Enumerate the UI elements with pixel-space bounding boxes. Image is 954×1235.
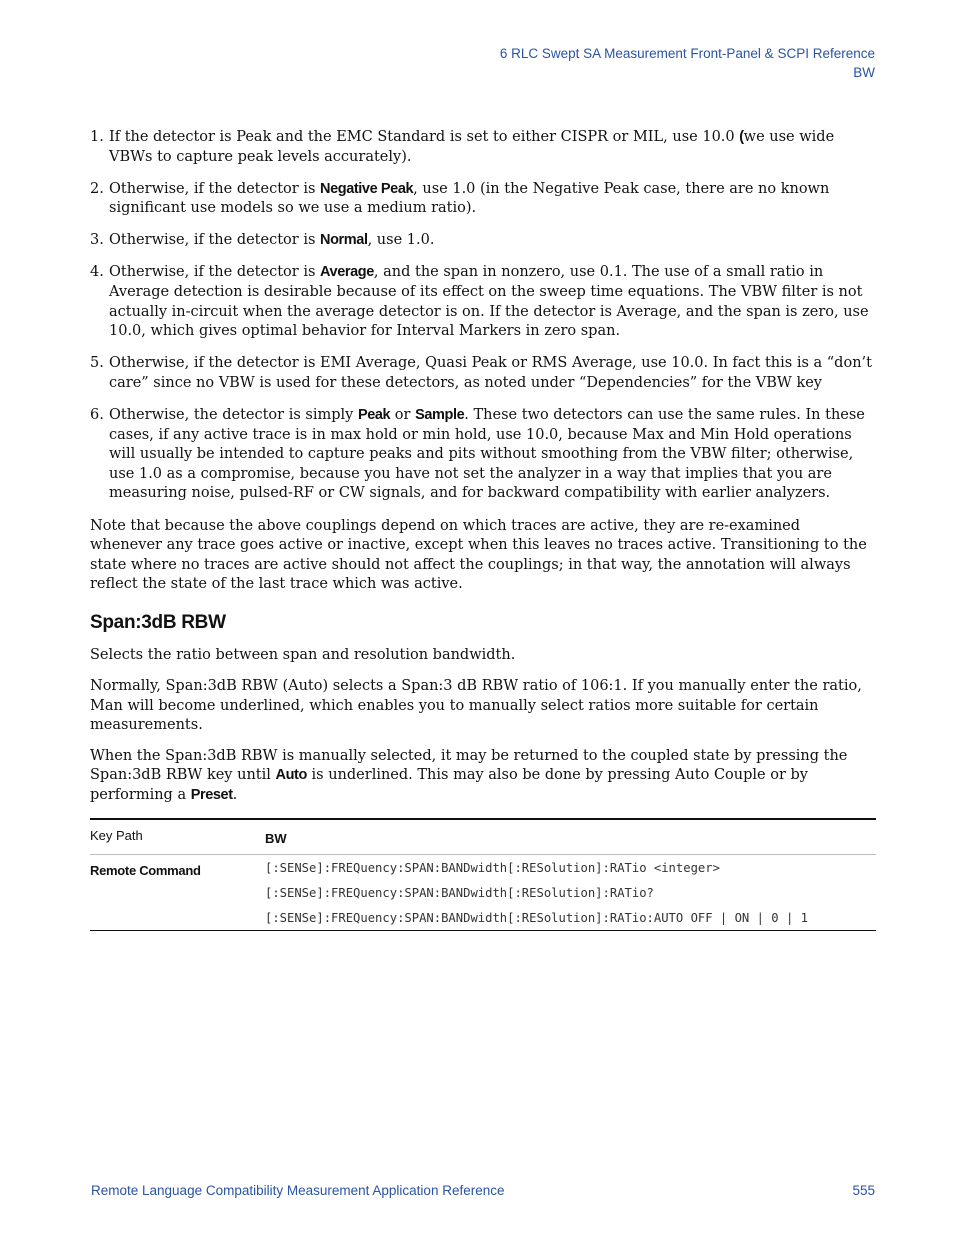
list-item-number: 2.	[90, 180, 104, 197]
key-table	[90, 818, 876, 932]
auto-ratio-paragraph: Normally, Span:3dB RBW (Auto) selects a Span:3 dB RBW ratio of 106:1. If you manually enter the ratio, Man will become underlined, which enables you to manually select ratios more suitable for certain measurements.	[90, 678, 862, 734]
scpi-command-set: [:SENSe]:FREQuency:SPAN:BANDwidth[:RESolution]:RATio <integer>	[265, 861, 720, 876]
text-run: Otherwise, if the detector is EMI Average, Quasi Peak or RMS Average, use 10.0. In fact this is a “don’t care” since no VBW is used for these detectors, as noted under “Dependencies” for the VBW key	[109, 355, 872, 391]
coupling-text-e: .	[232, 787, 238, 804]
coupling-text-c: is underlined. This may also be done by pressing Auto Couple or by performing a	[90, 767, 808, 804]
text-run: or	[390, 407, 416, 424]
bold-term: Normal	[320, 232, 368, 249]
auto-keyword: Auto	[275, 767, 307, 784]
list-item-text	[109, 181, 829, 217]
bold-term: Peak	[357, 407, 391, 424]
list-item-text	[109, 355, 872, 391]
key-path-value: BW	[265, 830, 287, 846]
page-header	[500, 44, 875, 82]
list-item	[90, 406, 876, 504]
page-content	[90, 128, 876, 931]
text-run: Otherwise, if the detector is	[109, 232, 321, 249]
page-footer	[91, 1183, 875, 1198]
bold-term: Negative Peak	[320, 180, 414, 197]
list-item-text	[109, 407, 865, 501]
key-path-label: Key Path	[90, 819, 265, 855]
remote-command-row	[90, 855, 876, 931]
text-run: Otherwise, the detector is simply	[109, 407, 358, 424]
list-item-text	[109, 129, 834, 165]
list-item	[90, 128, 876, 167]
scpi-command-auto: [:SENSe]:FREQuency:SPAN:BANDwidth[:RESolution]:RATio:AUTO OFF | ON | 0 | 1	[265, 911, 808, 926]
footer-doc-title: Remote Language Compatibility Measurement Application Reference	[91, 1183, 505, 1198]
bold-term: (	[739, 129, 744, 145]
text-run: . These two detectors can use the same rules. In these cases, if any active trace is in max hold or min hold, use 10.0, because Max and Min Hold operations will usually be intended to capture peaks and pits without smoothing from the VBW filter; otherwise, use 1.0 as a compromise, because you have not set the analyzer in a way that implies that you are measuring noise, pulsed-RF or CW signals, and for backward compatibility with earlier analyzers.	[109, 407, 865, 502]
bold-term: Sample	[415, 407, 465, 424]
list-item-number: 5.	[90, 355, 104, 372]
bold-term: Average	[320, 264, 374, 281]
text-run: If the detector is Peak and the EMC Standard is set to either CISPR or MIL, use 10.0	[109, 129, 740, 145]
text-run: we use wide VBWs to capture peak levels accurately).	[109, 129, 835, 165]
page-number: 555	[852, 1183, 875, 1198]
key-path-cell	[265, 819, 876, 855]
text-run: Otherwise, if the detector is	[109, 264, 321, 281]
coupling-text-a: When the Span:3dB RBW is manually selected, it may be returned to the coupled state by pressing the Span:3dB RBW key until	[90, 747, 848, 784]
text-run: , use 1.0.	[367, 232, 435, 249]
scpi-command-query: [:SENSe]:FREQuency:SPAN:BANDwidth[:RESolution]:RATio?	[265, 886, 654, 901]
remote-command-cell	[265, 855, 876, 931]
text-run: Otherwise, if the detector is	[109, 180, 321, 197]
header-section: BW	[853, 65, 875, 80]
list-item-number: 3.	[90, 232, 104, 249]
header-chapter: 6 RLC Swept SA Measurement Front-Panel & SCPI Reference	[499, 46, 875, 61]
coupling-paragraph	[90, 747, 876, 806]
list-item-number: 6.	[90, 407, 104, 424]
text-run: , use 1.0 (in the Negative Peak case, there are no known significant use models so we use a medium ratio).	[109, 180, 830, 217]
list-item	[90, 354, 876, 393]
list-item	[90, 231, 876, 251]
list-item	[90, 180, 876, 219]
note-paragraph: Note that because the above couplings depend on which traces are active, they are re-examined whenever any trace goes active or inactive, except when this leaves no traces active. Transitioning to the state where no traces are active should not affect the couplings; in that way, the annotation will always reflect the state of the last trace which was active.	[90, 517, 867, 593]
text-run: , and the span in nonzero, use 0.1. The use of a small ratio in Average detection is desirable because of its effect on the sweep time equations. The VBW filter is not actually in-circuit when the average detector is on. If the detector is Average, and the span is zero, use 10.0, which gives optimal behavior for Interval Markers in zero span.	[109, 264, 869, 340]
list-item-text	[109, 232, 434, 248]
list-item-number: 4.	[90, 264, 104, 281]
section-title: Span:3dB RBW	[90, 611, 226, 633]
preset-keyword: Preset	[190, 787, 233, 804]
description-paragraph: Selects the ratio between span and resolution bandwidth.	[90, 647, 516, 664]
detector-rules-list	[90, 128, 876, 504]
key-path-row	[90, 819, 876, 855]
list-item	[90, 263, 876, 341]
remote-command-label: Remote Command	[90, 863, 201, 879]
list-item-number: 1.	[90, 129, 104, 145]
list-item-text	[109, 264, 869, 339]
